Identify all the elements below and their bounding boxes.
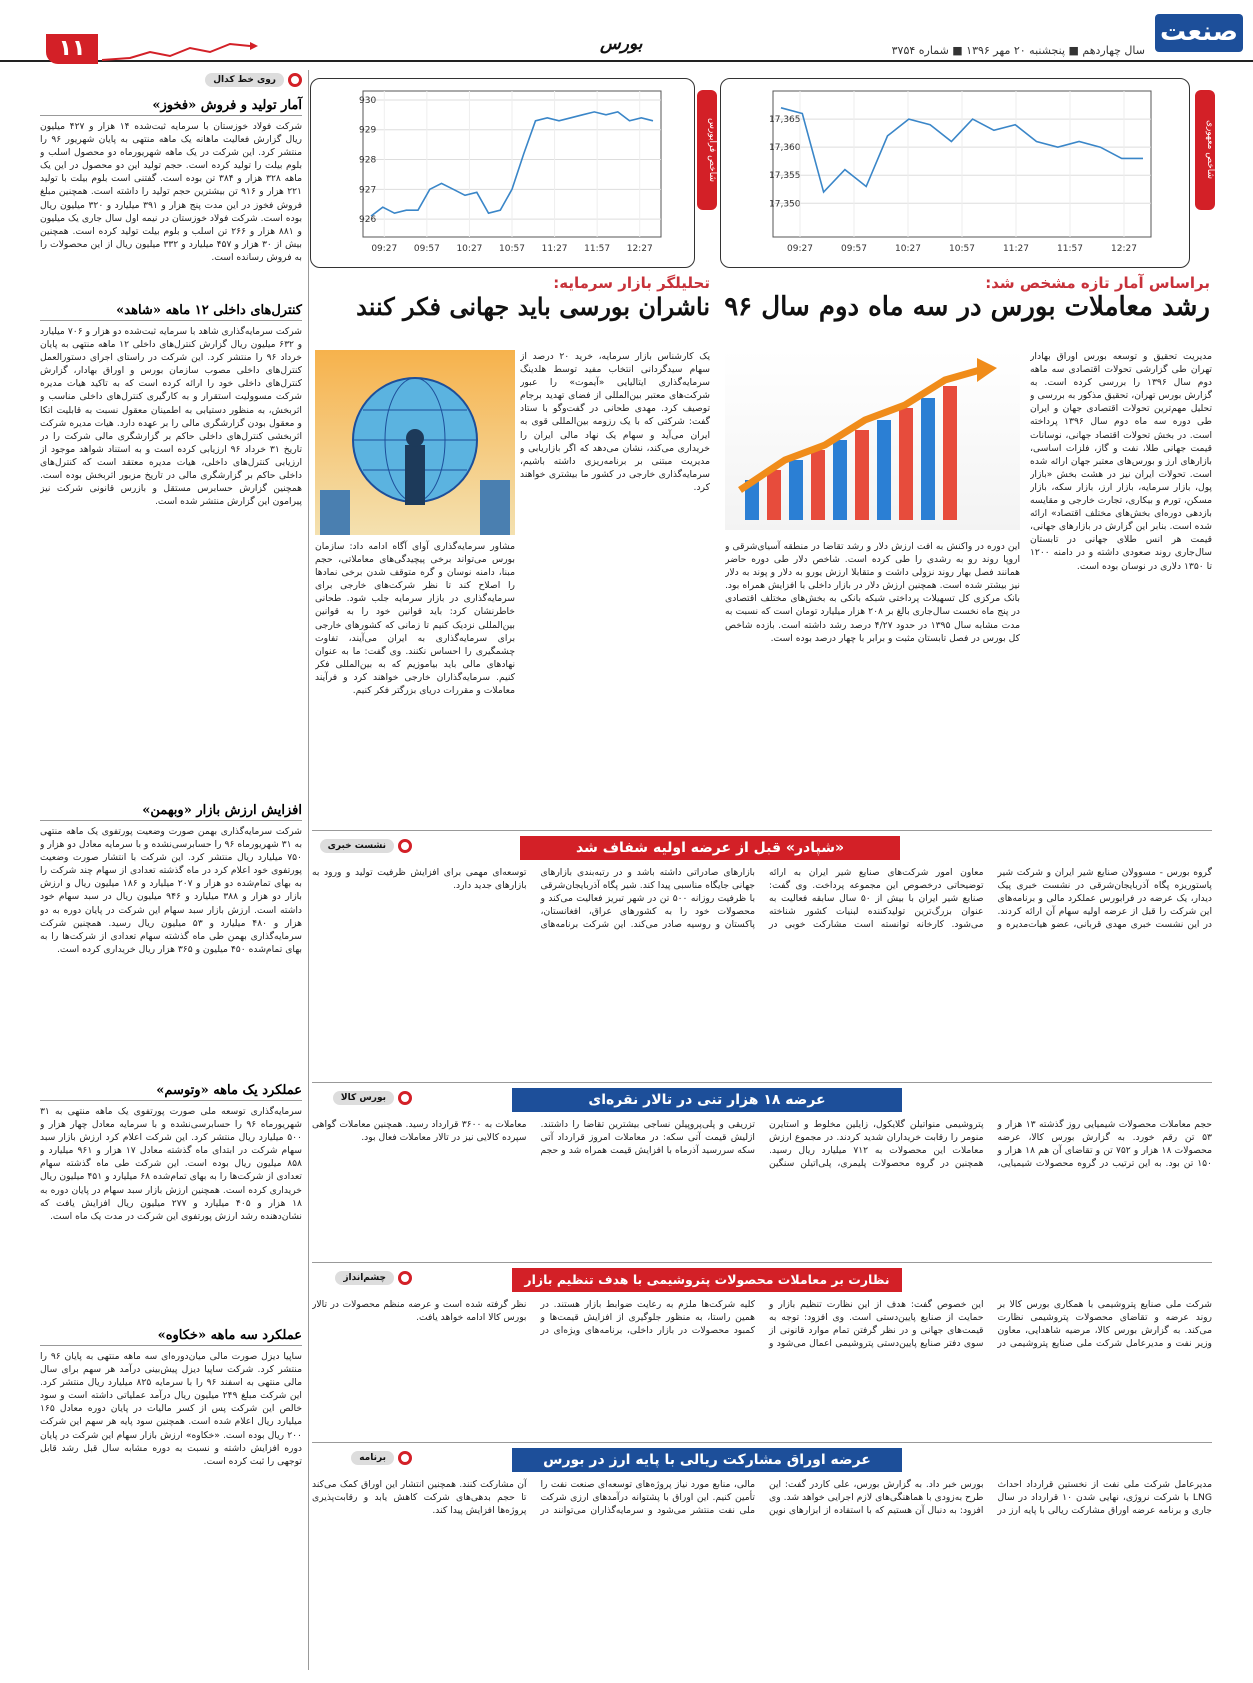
sidebar-item-title: آمار تولید و فروش «فخوز» [40,98,302,116]
x-tick-label: 09:57 [841,244,867,254]
x-tick-label: 12:27 [1111,244,1137,254]
news-label: بورس کالا [312,1090,412,1106]
business-globe-illustration [315,350,515,535]
label-dot-icon [288,73,302,87]
x-tick-label: 10:27 [895,244,921,254]
page-number: ۱۱ [46,34,98,64]
section-divider [312,830,1212,831]
section-divider [312,1082,1212,1083]
x-tick-label: 12:27 [626,244,653,254]
story1-column: این دوره در واکنش به افت ارزش دلار و رشد تقاضا در منطقه آسیای‌شرقی و اروپا روند رو به رشدی را طی کرده است. شاخص دلار طی دوره حاضر همانند فصل بهار روند نزولی داشت و متقابلا ارزش یورو به دلار و پوند به دلار نیز بیشتر شده است. همچنین ارزش دلار در بازار داخلی با افزایش همراه بود. بانک مرکزی کل تسهیلات پرداختی شبکه بانکی به بخش‌های مختلف اقتصادی در پنج ماه نخست سال‌جاری بالغ بر ۲۰۸ هزار میلیارد تومان است که نسبت به مدت مشابه سال ۱۳۹۵ در حدود ۴/۲۷ درصد رشد داشته است. بازده شاخص کل بورس در فصل تابستان مثبت و برابر با چهار درصد بوده است. [725,541,1020,644]
sidebar-item-body: شرکت سرمایه‌گذاری شاهد با سرمایه ثبت‌شده دو هزار و ۷۰۶ میلیارد و ۶۳۲ میلیون ریال گزارش کنترل‌های داخلی ۱۲ ماهه منتهی به پایان خرداد ۹۶ را منتشر کرد. این شرکت در راستای اجرای دستورالعمل کنترل‌های داخلی مصوب سازمان بورس و اوراق بهادار، گزارش کنترل‌های داخلی خود را ارائه کرده است که به تاکید هیات مدیره شرکت مسوولیت استقرار و به کارگیری کنترل‌های داخلی مناسب و اثربخش، به منظور دستیابی به اطمینان معقول نسبت به قابلیت اتکا و معقول بودن گزارشگری مالی را بر عهده دارد. هیات مدیره شرکت اثربخشی کنترل‌های داخلی حاکم بر گزارشگری مالی شرکت را در تاریخ ۳۱ خرداد ۹۶ ارزیابی کرده است و به استناد شواهد موجود از ارزیابی کنترل‌های داخلی، هیات مدیره معتقد است که کنترل‌های داخلی حاکم بر گزارشگری مالی در تاریخ مزبور اثربخش بوده است. همچنین گزارش حسابرس مستقل و بازرس قانونی شرکت نیز پیرامون این گزارش منتشر شده است. [40,326,302,508]
y-tick-label: 17,350 [769,199,801,210]
x-tick-label: 11:57 [1057,244,1083,254]
x-tick-label: 11:27 [1003,244,1029,254]
section-divider [312,1442,1212,1443]
sidebar-item [40,98,302,295]
y-tick-label: 928 [359,155,377,166]
chart-farabourse-index [310,78,695,268]
x-tick-label: 10:57 [949,244,975,254]
newspaper-logo: صنعت [1155,14,1243,52]
story1-headline: رشد معاملات بورس در سه ماه دوم سال ۹۶ [724,292,1210,322]
y-tick-label: 17,365 [769,115,801,126]
y-tick-label: 17,355 [769,171,801,182]
chart-side-label: شاخص فرابورس [697,90,717,210]
news-body: شرکت ملی صنایع پتروشیمی با همکاری بورس کالا بر روند عرضه و تقاضای محصولات پتروشیمی نظارت می‌کند. به گزارش بورس کالا، مرضیه شاهدایی، معاون وزیر نفت و مدیرعامل شرکت ملی صنایع پتروشیمی در این خصوص گفت: هدف از این نظارت تنظیم بازار و حمایت از صنایع پایین‌دستی است. وی افزود: توجه به قیمت‌های جهانی و در نظر گرفتن تمام موارد قانونی از سوی دفتر صنایع پایین‌دستی پتروشیمی اعمال می‌شود و کلیه شرکت‌ها ملزم به رعایت ضوابط بازار هستند. در همین راستا، به منظور جلوگیری از افزایش قیمت‌ها و کمبود محصولات در بازار داخلی، برنامه‌های ویژه‌ای در نظر گرفته شده است و عرضه منظم محصولات در تالار بورس کالا ادامه خواهد یافت. [312,1299,1212,1350]
sidebar-item-body: شرکت سرمایه‌گذاری بهمن صورت وضعیت پورتفوی یک ماهه منتهی به ۳۱ شهریورماه ۹۶ را حسابرسی‌نشده و با سرمایه معادل دو هزار و ۷۵۰ میلیارد ریال منتشر کرد. این شرکت با انتشار صورت وضعیت پورتفوی خود اعلام کرد در ماه گذشته تعدادی از سهام چند شرکت را به بهای تمام‌شده دو هزار و ۲۰۷ میلیارد و ۱۸۶ میلیون ریال و ارزش بازار دو هزار و ۳۸۸ میلیارد و ۹۴۶ میلیون ریال در سبد سهام خود داشته است. ارزش بازار سبد سهام این شرکت در پایان دوره به دو هزار و ۴۸۰ میلیارد و ۵۳ میلیون ریال رسید. همچنین شرکت سرمایه‌گذاری بهمن طی ماه گذشته سهام تعدادی از شرکت‌ها را به بهای تمام‌شده ۴۵۰ میلیون و ۳۶۵ هزار ریال خریداری کرده است. [40,826,302,955]
section-divider [312,1262,1212,1263]
sidebar-item-title: عملکرد سه ماهه «خکاوه» [40,1328,302,1346]
issue-info: سال چهاردهم ■ پنجشنبه ۲۰ مهر ۱۳۹۶ ■ شماره ۳۷۵۴ [891,44,1145,57]
sidebar-item [40,1083,302,1320]
section-title: بورس [600,34,643,54]
x-tick-label: 09:57 [413,244,440,254]
x-tick-label: 09:27 [371,244,398,254]
sidebar-item-body: شرکت فولاد خوزستان با سرمایه ثبت‌شده ۱۴ هزار و ۴۲۷ میلیون ریال گزارش فعالیت ماهانه یک ماهه منتهی به پایان شهریور ۹۶ را منتشر کرد. این شرکت در یک ماهه شهریورماه دو محصول اسلب و بلوم بیلت را تولید کرده است. حجم تولید این دو محصول در این یک ماهه ۳۲۸ هزار و ۳۸۴ تن بوده است. گفتنی است بلوم بیلت با تولید ۲۲۱ هزار و ۹۱۶ تن بیشترین حجم تولید را داشته است. همچنین مبلغ فروش فخوز در این مدت پنج هزار و ۳۹۱ میلیارد و ۳۲۰ میلیون ریال بوده است. شرکت فولاد خوزستان در نیمه اول سال جاری یک میلیون و ۸۸۱ هزار و ۲۶۶ تن اسلب و بلوم بیلت تولید کرده است. همچنین بیش از ۳۰ هزار و ۴۵۷ میلیارد و ۳۳۲ میلیون ریال از این محصولات را به فروش رسانده است. [40,121,302,263]
label-dot-icon [398,839,412,853]
news-body: حجم معاملات محصولات شیمیایی روز گذشته ۱۳ هزار و ۵۳ تن رقم خورد. به گزارش بورس کالا، عرضه محصولات ۱۸ هزار و ۷۵۲ تن و تقاضای آن هم ۱۸ هزار و ۱۵۰ تن بود. به این ترتیب در گروه محصولات شیمیایی، پتروشیمی منواتیلن گلایکول، زایلین مخلوط و استایرن منومر را رقابت خریداران شدید کردند. در مجموع ارزش معاملات این محصولات به ۷۱۲ میلیارد ریال رسید. همچنین در گروه محصولات پلیمری، پلی‌اتیلن سنگین تزریقی و پلی‌پروپیلن نساجی بیشترین تقاضا را داشتند. ازلیش قیمت آتی سکه: در معاملات امروز قرارداد آتی سکه سررسید آذرماه با افزایش قیمت همراه شد و حجم معاملات به ۳۶۰۰ قرارداد رسید. همچنین معاملات گواهی سپرده کالایی نیز در تالار معاملات فعال بود. [312,1119,1212,1170]
y-tick-label: 930 [359,95,377,106]
news-headline: عرضه اوراق مشارکت ریالی با پایه ارز در بورس [512,1448,902,1472]
news-headline: «شپادر» قبل از عرضه اولیه شفاف شد [520,836,900,860]
x-tick-label: 11:27 [541,244,568,254]
story2-column: یک کارشناس بازار سرمایه، خرید ۲۰ درصد از سهام سیدگردانی انتخاب مفید توسط هلدینگ سرمایه‌گذاری ایتالیایی «آیموت» را عبور شرکت‌های معتبر بین‌المللی از فضای تهدید برجام توصیف کرد. مهدی طحانی در گفت‌وگو با ستاد گفت: شرکتی که با یک رزومه بین‌المللی قوی به ایران می‌آید و سهام یک نهاد مالی ایران را خریداری می‌کند، نشان می‌دهد که اگر بازاریابی و مدیریت مبتنی بر برنامه‌ریزی داشته باشیم، سرمایه‌گذاری خارجی در کشور ما بیشتری خواهند کرد. [520,351,710,493]
column-divider [308,70,309,1670]
sidebar [40,72,302,1677]
line-chart [723,81,1163,267]
y-tick-label: 17,360 [769,143,801,154]
news-label: چشم‌انداز [312,1270,412,1286]
chart-side-label: شاخص معهوری [1195,90,1215,210]
growth-chart-icon [725,350,1020,530]
sidebar-item-title: عملکرد یک ماهه «وتوسم» [40,1083,302,1101]
x-tick-label: 10:27 [456,244,483,254]
x-tick-label: 09:27 [787,244,813,254]
news-label: برنامه [312,1450,412,1466]
label-dot-icon [398,1091,412,1105]
story2-headline: ناشران بورسی باید جهانی فکر کنند [356,292,710,321]
sidebar-item [40,1328,302,1530]
news-headline: عرضه ۱۸ هزار تنی در تالار نقره‌ای [512,1088,902,1112]
chart-main-index [720,78,1190,268]
masthead [0,0,1253,62]
sidebar-item [40,803,302,1075]
line-chart [313,81,673,267]
story1-kicker: براساس آمار تازه مشخص شد: [985,274,1210,292]
globe-icon [315,350,515,535]
x-tick-label: 11:57 [584,244,611,254]
y-tick-label: 929 [359,125,377,136]
sidebar-item-title: افزایش ارزش بازار «وبهمن» [40,803,302,821]
news-body: مدیرعامل شرکت ملی نفت از نخستین قرارداد احداث LNG با شرکت نروژی، نهایی شدن ۱۰ قرارداد در سال جاری و برنامه عرضه اوراق مشارکت ریالی با پایه ارز در بورس خبر داد. به گزارش بورس، علی کاردر گفت: این طرح به‌زودی با هماهنگی‌های لازم اجرایی خواهد شد. وی افزود: به دنبال آن هستیم که با استفاده از ابزارهای نوین مالی، منابع مورد نیاز پروژه‌های توسعه‌ای صنعت نفت را تأمین کنیم. این اوراق با پشتوانه درآمدهای ارزی شرکت ملی نفت منتشر می‌شود و سرمایه‌گذاران می‌توانند در آن مشارکت کنند. همچنین انتشار این اوراق کمک می‌کند تا حجم بدهی‌های شرکت کاهش یابد و رقابت‌پذیری پروژه‌ها افزایش پیدا کند. [312,1479,1212,1517]
news-label: نشست خبری [312,838,412,854]
x-tick-label: 10:57 [499,244,525,254]
trend-arrow-icon [100,40,260,64]
bar-growth-illustration [725,350,1020,530]
label-dot-icon [398,1451,412,1465]
story2-kicker: تحلیلگر بازار سرمایه: [553,274,710,292]
sidebar-item-body: سرمایه‌گذاری توسعه ملی صورت پورتفوی یک ماهه منتهی به ۳۱ شهریورماه ۹۶ را حسابرسی‌نشده و با سرمایه معادل چهار هزار و ۵۰۰ میلیارد ریال منتشر کرد. این شرکت اعلام کرد ارزش بازار سبد سهام شرکت در ابتدای ماه گذشته معادل ۱۷ هزار و ۹۶۱ میلیارد و ۸۵۸ میلیون ریال بوده است. این شرکت طی ماه گذشته سهام تعدادی از شرکت‌ها را به بهای تمام‌شده ۶۸ میلیارد و ۴۵۱ میلیون ریال خریداری کرده است. همچنین ارزش بازار سبد سهام در پایان دوره به ۱۸ هزار و ۴۰۵ میلیارد و ۲۷۷ میلیون ریال افزایش یافت که نشان‌دهنده رشد ارزش پورتفوی این شرکت در مدت یک ماه است. [40,1106,302,1222]
sidebar-item [40,303,302,795]
sidebar-item-body: ساپیا دیزل صورت مالی میان‌دوره‌ای سه ماهه منتهی به پایان ۹۶ را منتشر کرد. شرکت ساپیا دیزل پیش‌بینی درآمد هر سهم برای سال مالی منتهی به اسفند ۹۶ را با سرمایه ۸۲۵ میلیارد ریال منتشر کرد. این شرکت مبلغ ۲۴۹ میلیون ریال درآمد عملیاتی داشته است و سود خالص این شرکت پس از کسر مالیات در پایان دوره معادل ۱۶۵ میلیارد ریال اعلام شده است. همچنین سود پایه هر سهم این شرکت ۲۰۰ ریال بوده است. «خکاوه» ارزش بازار سهام این شرکت در پایان دوره افزایش داشته و نسبت به دوره مشابه سال قبل رشد قابل توجهی را ثبت کرده است. [40,1351,302,1467]
y-tick-label: 927 [359,185,377,196]
sidebar-label: روی خط کدال [40,72,302,88]
label-dot-icon [398,1271,412,1285]
story2-column: مشاور سرمایه‌گذاری آوای آگاه ادامه داد: سازمان بورس می‌تواند برخی پیچیدگی‌های معاملاتی، حجم مبنا، دامنه نوسان و گره متوقف شدن برخی نمادها را اصلاح کند تا نظر شرکت‌های خارجی برای سرمایه‌گذاری در بازار سرمایه جلب شود. طحانی خاطرنشان کرد: باید قوانین خود را به قوانین بین‌المللی نزدیک کنیم تا زمانی که کشورهای خارجی برای سرمایه‌گذاری به ایران می‌آیند، تفاوت چشمگیری را احساس نکنند. وی گفت: ما به عنوان نهادهای مالی باید بیاموزیم که به بین‌المللی فکر کنیم. سرمایه‌گذاران خارجی خواهند کرد و فرآیند معاملات و مقررات دریای بزرگتر فکر کنیم. [315,541,515,697]
news-body: گروه بورس - مسوولان صنایع شیر ایران و شرکت شیر پاستوریزه پگاه آذربایجان‌شرقی در نشست خبری پیک دیدار، یک عرضه در فرابورس عملکرد مالی و برنامه‌های این شرکت را قبل از عرضه اولیه سهام آن ارائه کردند. در این نشست خبری مهدی قربانی، عضو هیات‌مدیره و معاون امور شرکت‌های صنایع شیر ایران به ارائه توضیحاتی درخصوص این مجموعه پرداخت. وی گفت: صنایع شیر ایران با بیش از ۵۰ سال سابقه فعالیت به عنوان بزرگ‌ترین تولیدکننده لبنیات کشور شناخته می‌شود. کارخانه توانسته است مشارکت خوبی در بازارهای صادراتی داشته باشد و در رتبه‌بندی بازارهای جهانی جایگاه مناسبی پیدا کند. شیر پگاه آذربایجان‌شرقی با ظرفیت روزانه ۵۰۰ تن در شهر تبریز فعالیت می‌کند و محصولات خود را به کشورهای عراق، افغانستان، پاکستان و روسیه صادر می‌کند. این شرکت برنامه‌های توسعه‌ای مهمی برای افزایش ظرفیت تولید و ورود به بازارهای جدید دارد. [312,867,1212,931]
story1-column: مدیریت تحقیق و توسعه بورس اوراق بهادار تهران طی گزارشی تحولات اقتصادی سه ماهه دوم سال ۱۳۹۶ را بررسی کرده است. به گزارش بورس تهران، تحقیق مذکور به بررسی و تحلیل مهم‌ترین تحولات اقتصادی جهان و ایران طی دوره سه ماه دوم سال ۱۳۹۶ پرداخته است. در بخش تحولات اقتصاد جهانی، نوسانات قیمت جهانی طلا، نفت و گاز، فلزات اساسی، بازارهای ارز و بورس‌های معتبر جهان ارائه شده است. تحولات ایران نیز در هشت بخش «بازار پول، بازار سرمایه، بازار ارز، بازار سکه، بازار مسکن، تورم و بیکاری، تجارت خارجی و مقایسه بازدهی دوره‌ای بخش‌های مختلف اقتصاد» ارائه شده است. بنابر این گزارش در بازارهای جهانی، قیمت هر انس طلای جهانی در تابستان سال‌جاری روند صعودی داشته و در دامنه ۱۲۰۰ تا ۱۳۵۰ دلاری در نوسان بوده است. [1030,351,1212,572]
y-tick-label: 926 [359,215,377,226]
news-headline: نظارت بر معاملات محصولات پتروشیمی با هدف تنظیم بازار [512,1268,902,1292]
sidebar-item-title: کنترل‌های داخلی ۱۲ ماهه «شاهد» [40,303,302,321]
